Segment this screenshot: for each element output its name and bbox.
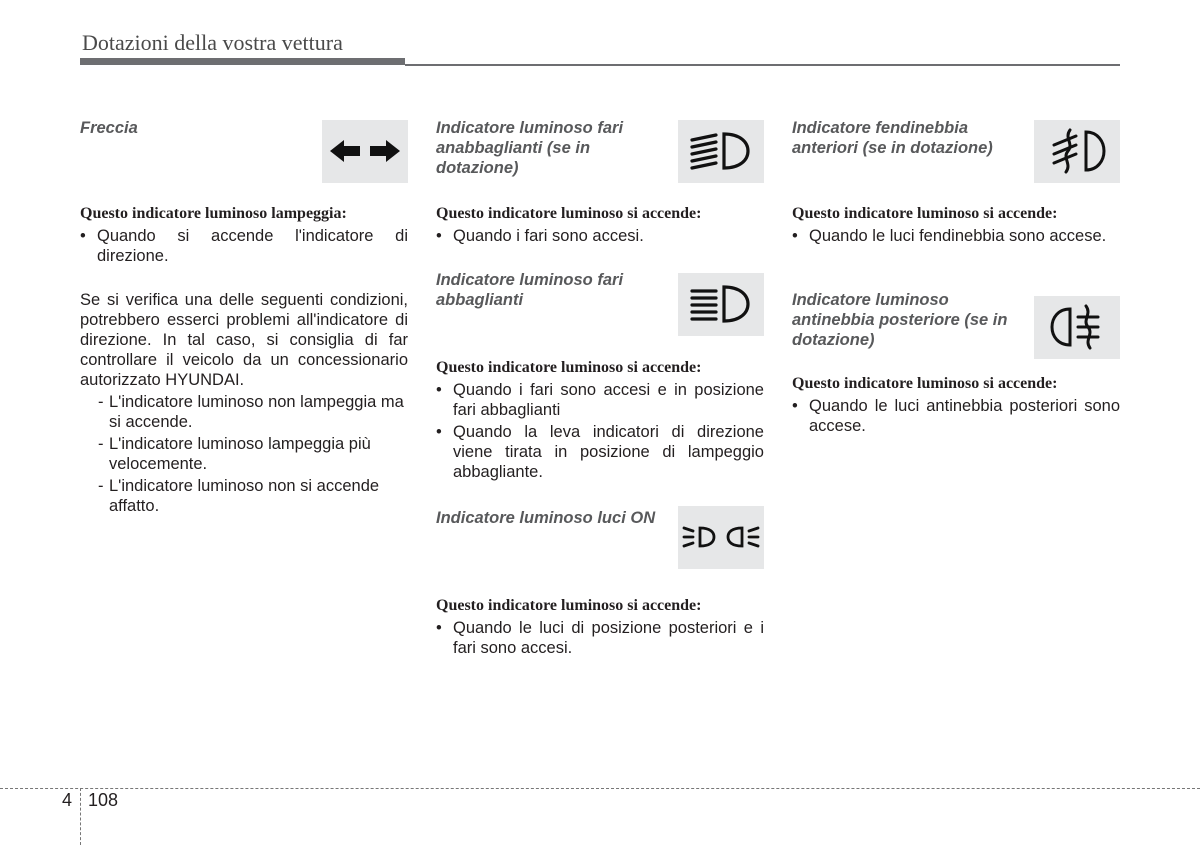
list-item-text: Quando i fari sono accesi. xyxy=(453,227,644,245)
list-item: - L'indicatore luminoso non si accende affatto. xyxy=(80,476,408,516)
section-heading: Indicatore luminoso antinebbia posteriore (se in dotazione) xyxy=(792,291,1008,349)
list-item: • Quando le luci fendinebbia sono accese. xyxy=(792,226,1120,246)
list-item-text: Quando le luci di posizione posteriori e i fari sono accesi. xyxy=(453,619,764,657)
header-rule-thick xyxy=(80,58,405,65)
section-heading: Freccia xyxy=(80,119,138,137)
list-item-text: Quando i fari sono accesi e in posizione fari abbaglianti xyxy=(453,381,764,419)
header-rule-thin xyxy=(405,64,1120,66)
position-lights-icon xyxy=(678,506,764,569)
section-lead: Questo indicatore luminoso si accende: xyxy=(792,205,1058,222)
list-item-text: Quando le luci fendinebbia sono accese. xyxy=(809,227,1107,245)
chapter-number: 4 xyxy=(62,790,73,810)
section-lead: Questo indicatore luminoso lampeggia: xyxy=(80,205,347,222)
list-item-text: Quando si accende l'indicatore di direzione. xyxy=(97,227,408,265)
low-beam-icon xyxy=(678,120,764,183)
list-item: • Quando le luci antinebbia posteriori sono accese. xyxy=(792,397,1120,435)
section-heading: Indicatore luminoso luci ON xyxy=(436,509,656,527)
footer-divider xyxy=(0,788,1200,789)
section-lead: Questo indicatore luminoso si accende: xyxy=(436,597,702,614)
list-item-text: L'indicatore luminoso non lampeggia ma si accende. xyxy=(109,393,404,431)
section-turn-signal-body xyxy=(80,204,408,516)
list-item: • Quando le luci di posizione posteriori e i fari sono accesi. xyxy=(436,619,764,657)
list-item-text: L'indicatore luminoso lampeggia più velocemente. xyxy=(109,435,371,473)
page-title: Dotazioni della vostra vettura xyxy=(82,30,343,55)
footer-divider-vertical xyxy=(80,788,81,845)
page-number: 108 xyxy=(88,790,119,810)
list-item: - L'indicatore luminoso non lampeggia ma si accende. xyxy=(80,392,408,432)
list-item: • Quando la leva indicatori di direzione viene tirata in posizione di lampeggio abbagliante. xyxy=(436,423,764,481)
list-item: • Quando i fari sono accesi. xyxy=(436,226,764,246)
turn-signal-arrows-icon xyxy=(322,120,408,183)
list-item: - L'indicatore luminoso lampeggia più velocemente. xyxy=(80,434,408,474)
high-beam-icon xyxy=(678,273,764,336)
list-item: • Quando i fari sono accesi e in posizione fari abbaglianti xyxy=(436,381,764,419)
warning-paragraph: Se si verifica una delle seguenti condizioni, potrebbero esserci problemi all'indicatore di direzione. In tal caso, si consiglia di far controllare il veicolo da un concessionario autorizzato HYUNDAI. xyxy=(80,291,408,389)
rear-fog-light-icon xyxy=(1034,296,1120,359)
section-lead: Questo indicatore luminoso si accende: xyxy=(436,205,702,222)
list-item-text: Quando la leva indicatori di direzione viene tirata in posizione di lampeggio abbagliante. xyxy=(453,423,764,481)
section-heading: Indicatore luminoso fari abbaglianti xyxy=(436,271,624,309)
list-item: • Quando si accende l'indicatore di direzione. xyxy=(80,227,408,265)
list-item-text: Quando le luci antinebbia posteriori sono accese. xyxy=(809,397,1120,435)
section-lead: Questo indicatore luminoso si accende: xyxy=(436,359,702,376)
list-item-text: L'indicatore luminoso non si accende affatto. xyxy=(109,477,380,515)
section-heading: Indicatore fendinebbia anteriori (se in dotazione) xyxy=(792,119,993,157)
section-lead: Questo indicatore luminoso si accende: xyxy=(792,375,1058,392)
section-heading: Indicatore luminoso fari anabbaglianti (se in dotazione) xyxy=(436,119,624,177)
front-fog-light-icon xyxy=(1034,120,1120,183)
